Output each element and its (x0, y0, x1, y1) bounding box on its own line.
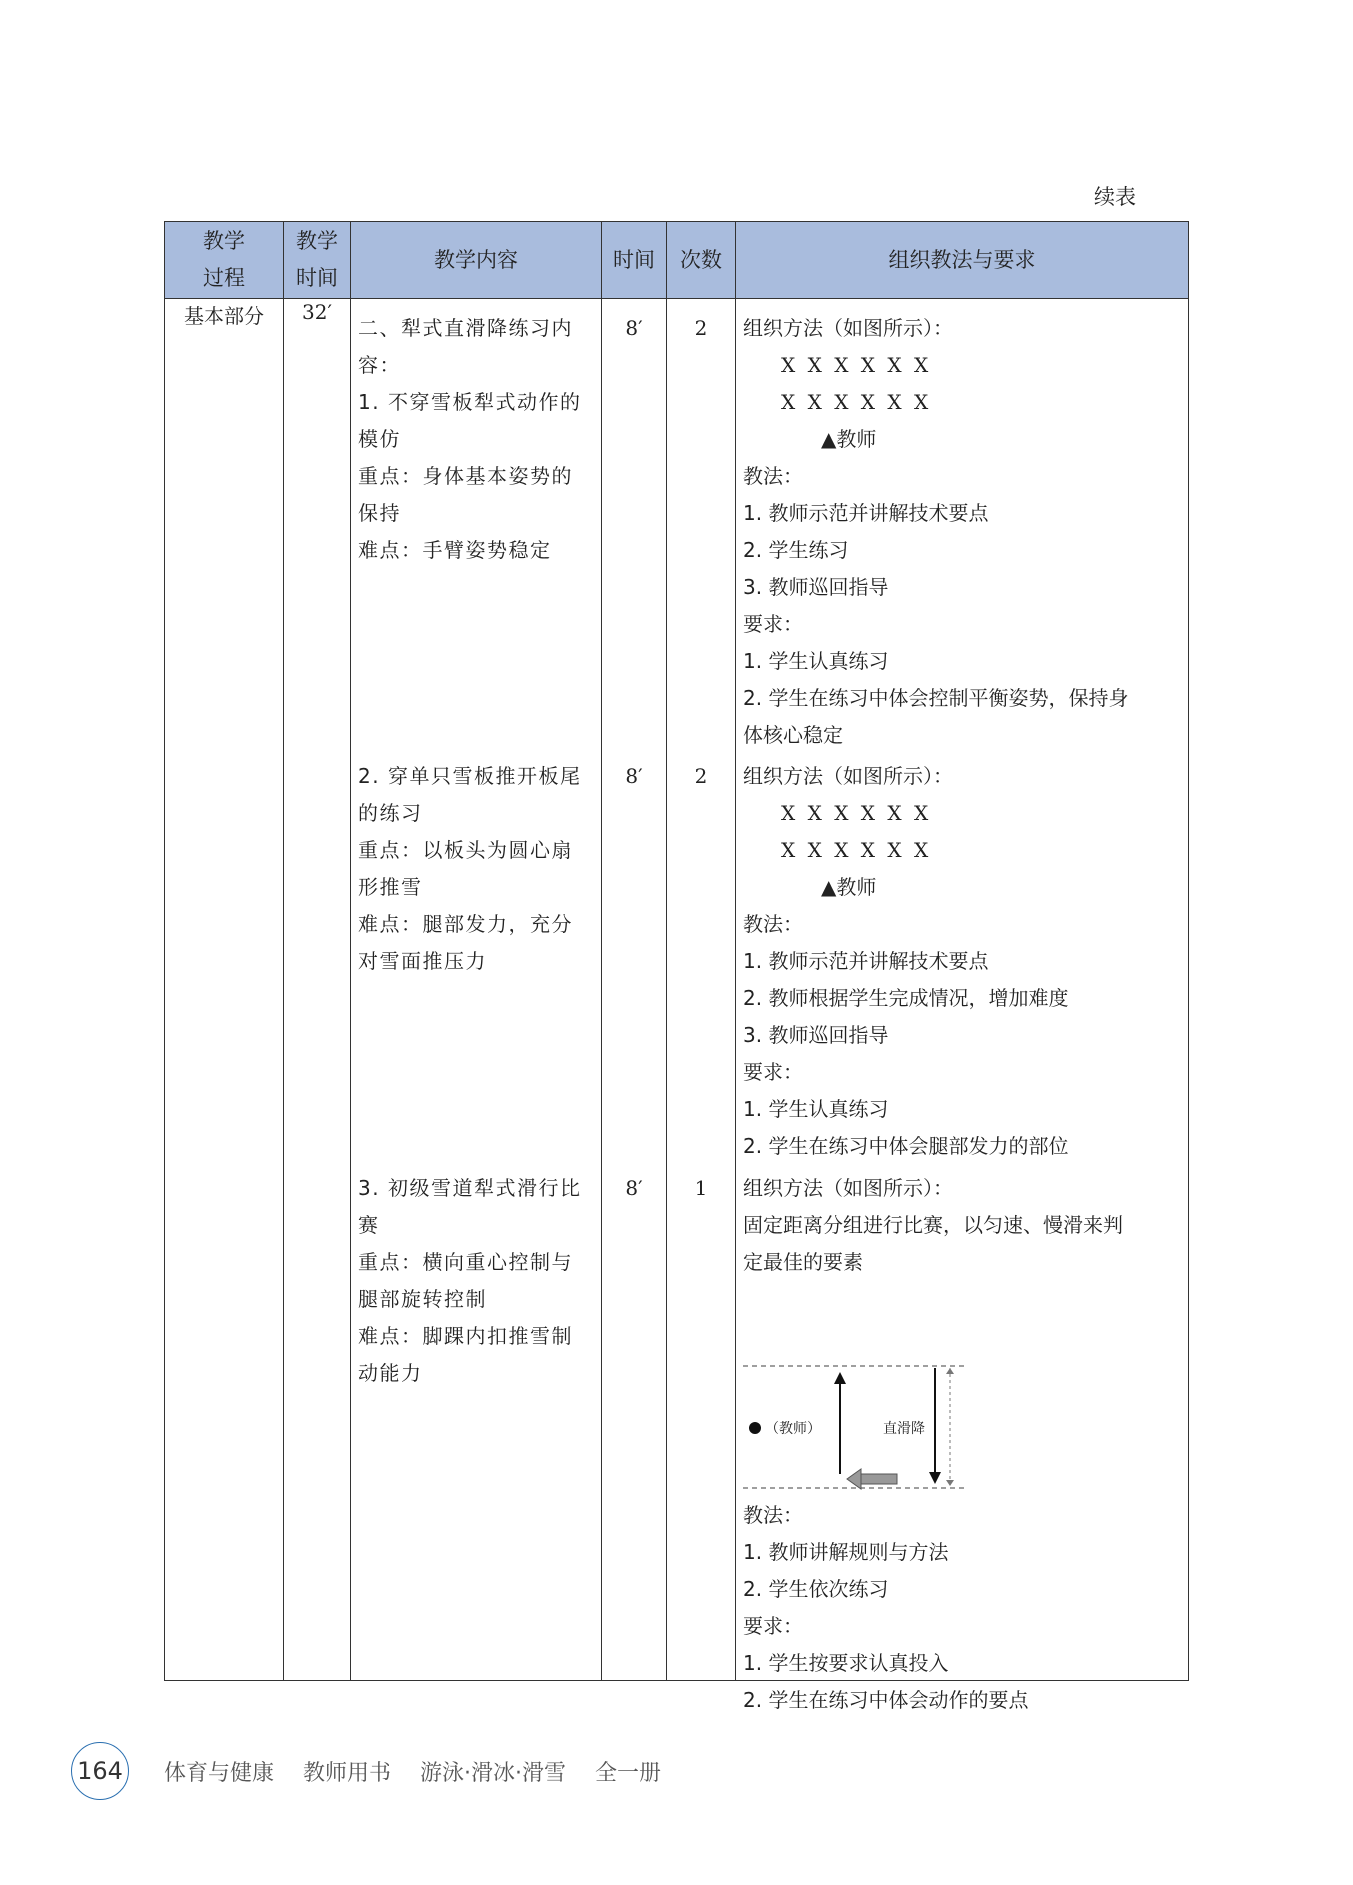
duration-3: 8′ (625, 1176, 643, 1200)
teaching-label: 教法： (743, 912, 803, 936)
content-line: 腿部旋转控制 (358, 1287, 487, 1311)
content-line: 难点：腿部发力，充分 (358, 912, 573, 936)
continued-label: 续表 (1094, 185, 1136, 209)
duration-cell (602, 299, 667, 1681)
teacher-marker: ▲教师 (821, 427, 877, 451)
course-length-arrow-bottom (946, 1480, 954, 1486)
content-line: 赛 (358, 1213, 380, 1237)
formation-row: X X X X X X (781, 390, 932, 414)
header-process-line1: 教学 (203, 229, 245, 253)
formation-row: X X X X X X (781, 353, 932, 377)
content-line: 保持 (358, 501, 401, 525)
teaching-step: 3. 教师巡回指导 (743, 575, 889, 599)
header-reps: 次数 (667, 222, 736, 299)
method-org-2: 组织方法（如图所示）： (743, 764, 953, 788)
content-line: 2. 穿单只雪板推开板尾 (358, 764, 582, 788)
diagram-straight-label: 直滑降 (883, 1421, 925, 1437)
requirements-label: 要求： (743, 1060, 803, 1084)
content-line: 1. 不穿雪板犁式动作的 (358, 390, 582, 414)
requirements-label: 要求： (743, 1614, 803, 1638)
content-line: 对雪面推压力 (358, 949, 487, 973)
method-org-1: 组织方法（如图所示）： (743, 316, 953, 340)
requirement: 1. 学生按要求认真投入 (743, 1651, 949, 1675)
content-line: 重点：横向重心控制与 (358, 1250, 573, 1274)
diagram-teacher-label: （教师） (765, 1421, 821, 1437)
header-time-line2: 时间 (296, 266, 338, 290)
teaching-step: 2. 教师根据学生完成情况，增加难度 (743, 986, 1069, 1010)
footer-volume: 教师用书 (303, 1761, 392, 1786)
return-arrow-head (847, 1469, 861, 1489)
teaching-step: 3. 教师巡回指导 (743, 1023, 889, 1047)
requirements-label: 要求： (743, 612, 803, 636)
race-course-diagram (743, 1362, 973, 1492)
header-process-line2: 过程 (203, 266, 245, 290)
uphill-arrow-head (834, 1372, 846, 1384)
basic-section-row (165, 299, 1189, 1681)
content-line: 难点：手臂姿势稳定 (358, 538, 552, 562)
course-length-arrow-top (946, 1368, 954, 1374)
teacher-dot-icon (749, 1422, 761, 1434)
method-desc: 固定距离分组进行比赛，以匀速、慢滑来判 (743, 1213, 1123, 1237)
content-line: 动能力 (358, 1361, 423, 1385)
content-line: 二、犁式直滑降练习内 (358, 316, 573, 340)
requirement: 1. 学生认真练习 (743, 1097, 889, 1121)
requirement: 1. 学生认真练习 (743, 649, 889, 673)
teaching-step: 1. 教师示范并讲解技术要点 (743, 501, 989, 525)
header-process (165, 222, 284, 299)
content-line: 模仿 (358, 427, 401, 451)
content-line: 容： (358, 353, 401, 377)
footer-book-info (164, 1756, 683, 1787)
footer-book: 体育与健康 (164, 1761, 275, 1786)
teaching-step: 1. 教师示范并讲解技术要点 (743, 949, 989, 973)
teaching-step: 2. 学生练习 (743, 538, 849, 562)
reps-1: 2 (694, 316, 708, 340)
total-time-cell: 32′ (284, 299, 351, 1681)
footer-edition: 全一册 (595, 1761, 662, 1786)
reps-cell (667, 299, 736, 1681)
content-line: 的练习 (358, 801, 423, 825)
content-line: 重点：以板头为圆心扇 (358, 838, 573, 862)
method-cell (736, 299, 1189, 1712)
requirement: 2. 学生在练习中体会腿部发力的部位 (743, 1134, 1069, 1158)
content-line: 形推雪 (358, 875, 423, 899)
page-number: 164 (71, 1742, 129, 1800)
teaching-step: 1. 教师讲解规则与方法 (743, 1540, 949, 1564)
lesson-plan-table (164, 221, 1189, 1712)
downhill-arrow-head (929, 1472, 941, 1484)
header-duration: 时间 (602, 222, 667, 299)
teaching-label: 教法： (743, 464, 803, 488)
requirement: 体核心稳定 (743, 723, 843, 747)
header-time-line1: 教学 (296, 229, 338, 253)
header-method: 组织教法与要求 (736, 222, 1189, 299)
reps-3: 1 (694, 1176, 708, 1200)
header-content: 教学内容 (351, 222, 602, 299)
return-arrow-body (861, 1474, 897, 1484)
content-line: 3. 初级雪道犁式滑行比 (358, 1176, 582, 1200)
duration-2: 8′ (625, 764, 643, 788)
method-org-3: 组织方法（如图所示）： (743, 1176, 953, 1200)
phase-cell: 基本部分 (165, 299, 284, 1681)
header-time (284, 222, 351, 299)
method-desc: 定最佳的要素 (743, 1250, 863, 1274)
content-line: 重点：身体基本姿势的 (358, 464, 573, 488)
formation-row: X X X X X X (781, 801, 932, 825)
reps-2: 2 (694, 764, 708, 788)
requirement: 2. 学生在练习中体会控制平衡姿势，保持身 (743, 686, 1129, 710)
teaching-step: 2. 学生依次练习 (743, 1577, 889, 1601)
footer-subject: 游泳·滑冰·滑雪 (420, 1761, 567, 1786)
content-line: 难点：脚踝内扣推雪制 (358, 1324, 573, 1348)
teaching-label: 教法： (743, 1503, 803, 1527)
content-cell (351, 299, 602, 1681)
teacher-marker: ▲教师 (821, 875, 877, 899)
header-row (165, 222, 1189, 299)
duration-1: 8′ (625, 316, 643, 340)
requirement: 2. 学生在练习中体会动作的要点 (743, 1688, 1029, 1712)
formation-row: X X X X X X (781, 838, 932, 862)
